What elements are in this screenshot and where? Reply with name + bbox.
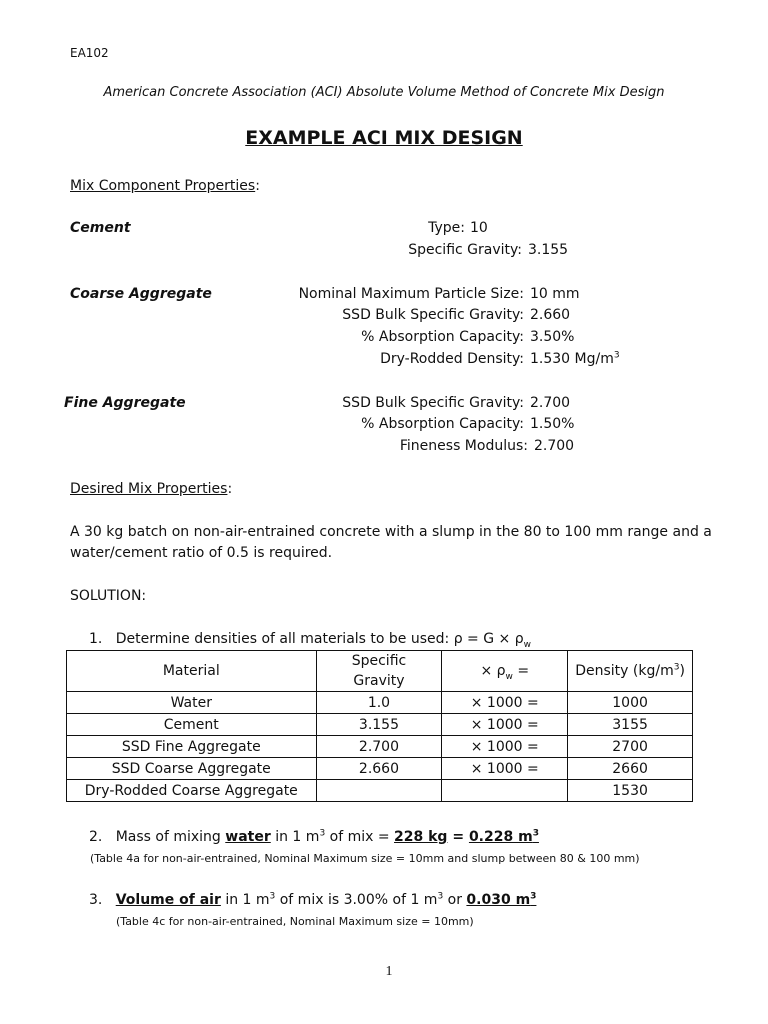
coarse-absorption-value: 3.50% xyxy=(530,329,575,345)
header-material: Material xyxy=(67,651,317,692)
desired-line-2: water/cement ratio of 0.5 is required. xyxy=(70,545,333,561)
row-sg: 1.0 xyxy=(316,692,442,714)
components-heading: Mix Component Properties: xyxy=(70,178,260,194)
step-2-note: (Table 4a for non-air-entrained, Nominal Maximum size = 10mm and slump between 80 & 100 mm) xyxy=(90,852,640,865)
fine-ssd-label: SSD Bulk Specific Gravity: xyxy=(342,395,524,411)
row-density: 3155 xyxy=(568,714,693,736)
table-row xyxy=(67,714,693,736)
row-density: 1530 xyxy=(568,780,693,802)
doc-subtitle: American Concrete Association (ACI) Absolute Volume Method of Concrete Mix Design xyxy=(103,85,665,100)
coarse-label: Coarse Aggregate xyxy=(70,286,212,302)
row-multiplier: × 1000 = xyxy=(442,758,568,780)
header-specific-gravity: Specific Gravity xyxy=(316,651,442,692)
step-1: 1. Determine densities of all materials to be used: $\rho = G \times \rho_w$ xyxy=(89,631,531,650)
doc-title: EXAMPLE ACI MIX DESIGN xyxy=(245,127,523,149)
row-sg: 2.700 xyxy=(316,736,442,758)
row-density: 2700 xyxy=(568,736,693,758)
row-density: 2660 xyxy=(568,758,693,780)
fine-absorption-value: 1.50% xyxy=(530,416,575,432)
coarse-size-value: 10 mm xyxy=(530,286,580,302)
coarse-ssd-value: 2.660 xyxy=(530,307,571,323)
page-number: 1 xyxy=(385,964,393,979)
step-2: 2. Mass of mixing water in 1 $m^3$ of mix = 228 kg = 0.228 $m^3$ xyxy=(89,828,539,845)
header-multiplier: × $\rho_w$ = xyxy=(442,651,568,692)
fine-ssd-value: 2.700 xyxy=(530,395,571,411)
row-multiplier: × 1000 = xyxy=(442,692,568,714)
coarse-ssd-label: SSD Bulk Specific Gravity: xyxy=(342,307,524,323)
header-density: Density $(kg/m^3)$ xyxy=(568,651,693,692)
desired-line-1: A 30 kg batch on non-air-entrained concrete with a slump in the 80 to 100 mm range and a xyxy=(70,524,712,540)
row-material: Cement xyxy=(67,714,317,736)
table-row xyxy=(67,780,693,802)
cement-sg-value: 3.155 xyxy=(528,242,569,258)
row-multiplier: × 1000 = xyxy=(442,714,568,736)
doc-code: EA102 xyxy=(70,46,109,60)
step-3: 3. Volume of air in 1 $m^3$ of mix is 3.00% of 1 $m^3$ or 0.030 $m^3$ xyxy=(89,891,537,908)
fine-fm-value: 2.700 xyxy=(534,438,575,454)
fine-label: Fine Aggregate xyxy=(64,395,186,411)
row-multiplier xyxy=(442,780,568,802)
cement-type-label: Type: xyxy=(428,220,465,236)
row-sg xyxy=(316,780,442,802)
density-table-header xyxy=(67,651,693,692)
solution-label: SOLUTION: xyxy=(70,588,147,604)
cement-type-value: 10 xyxy=(470,220,488,236)
table-row xyxy=(67,758,693,780)
row-material: SSD Coarse Aggregate xyxy=(67,758,317,780)
coarse-drd-value: 1.530 $Mg/m^3$ xyxy=(530,350,620,367)
desired-heading: Desired Mix Properties: xyxy=(70,481,233,497)
density-table xyxy=(66,650,693,802)
row-material: Water xyxy=(67,692,317,714)
row-sg: 3.155 xyxy=(316,714,442,736)
row-material: Dry-Rodded Coarse Aggregate xyxy=(67,780,317,802)
table-row xyxy=(67,736,693,758)
row-material: SSD Fine Aggregate xyxy=(67,736,317,758)
step-3-note: (Table 4c for non-air-entrained, Nominal Maximum size = 10mm) xyxy=(116,915,474,928)
row-density: 1000 xyxy=(568,692,693,714)
coarse-drd-label: Dry-Rodded Density: xyxy=(380,351,524,367)
coarse-size-label: Nominal Maximum Particle Size: xyxy=(298,286,524,302)
table-row xyxy=(67,692,693,714)
cement-label: Cement xyxy=(70,220,131,236)
fine-fm-label: Fineness Modulus: xyxy=(399,438,528,454)
fine-absorption-label: % Absorption Capacity: xyxy=(361,416,524,432)
row-sg: 2.660 xyxy=(316,758,442,780)
row-multiplier: × 1000 = xyxy=(442,736,568,758)
cement-sg-label: Specific Gravity: xyxy=(408,242,522,258)
coarse-absorption-label: % Absorption Capacity: xyxy=(361,329,524,345)
